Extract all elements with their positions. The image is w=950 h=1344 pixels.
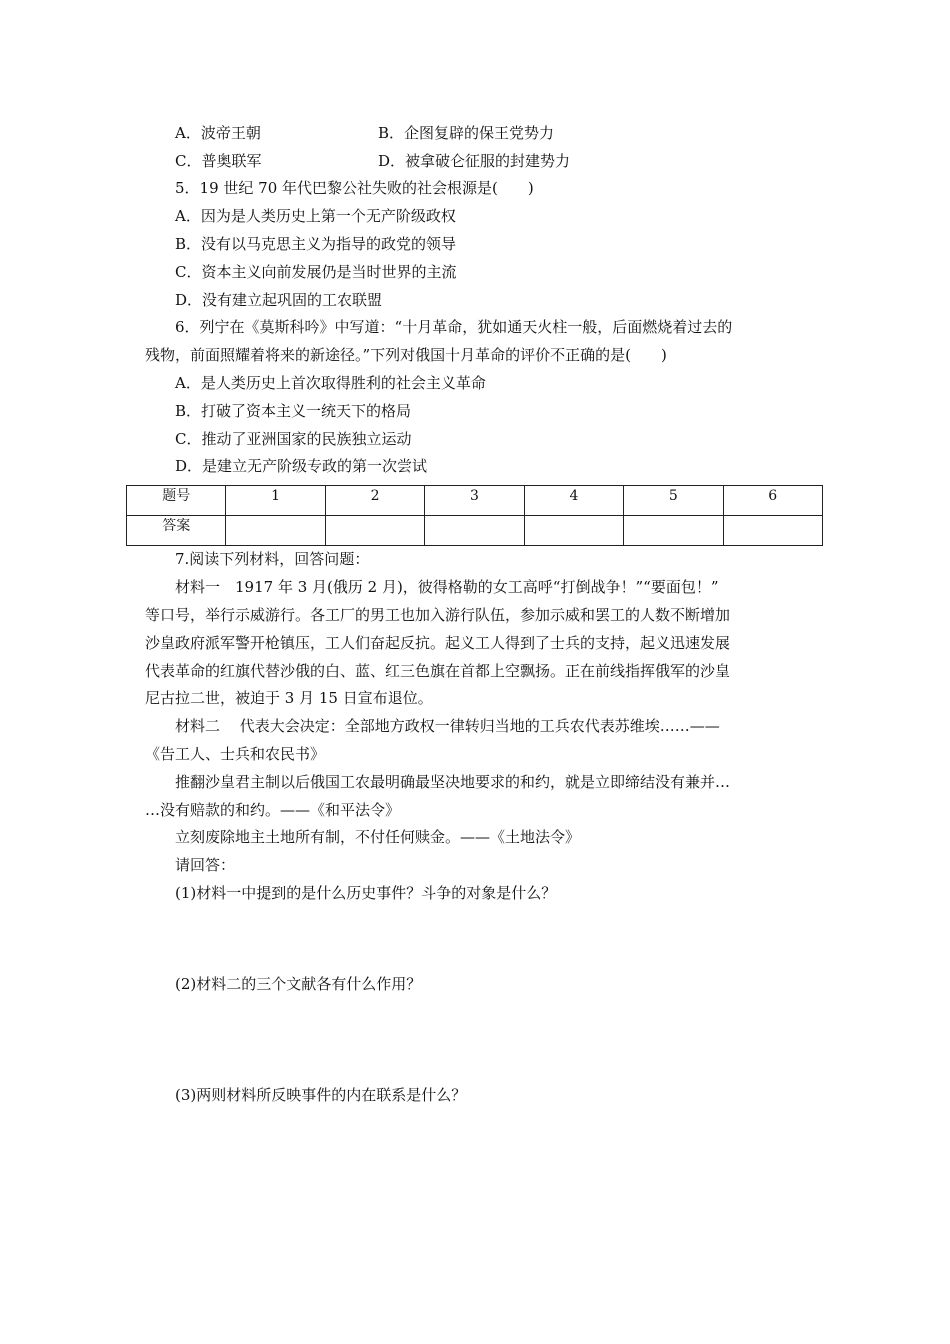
material1-line: 尼古拉二世，被迫于 3 月 15 日宣布退位。 [145, 689, 433, 707]
q5-option-d: D．没有建立起巩固的工农联盟 [175, 291, 383, 309]
material2-line: 立刻废除地主土地所有制，不付任何赎金。——《土地法令》 [175, 828, 581, 846]
answer-cell[interactable] [325, 516, 424, 546]
q6-option-b: B．打破了资本主义一统天下的格局 [175, 402, 412, 420]
material1-line: 沙皇政府派军警开枪镇压，工人们奋起反抗。起义工人得到了士兵的支持，起义迅速发展 [145, 634, 731, 652]
question-number-cell: 4 [524, 486, 623, 516]
answer-cell[interactable] [723, 516, 822, 546]
question-number-cell: 2 [325, 486, 424, 516]
question-number-cell: 1 [226, 486, 325, 516]
q6-option-a: A．是人类历史上首次取得胜利的社会主义革命 [175, 374, 486, 392]
q6-option-d: D．是建立无产阶级专政的第一次尝试 [175, 457, 428, 475]
q7-stem: 7.阅读下列材料，回答问题： [175, 550, 370, 568]
answer-row-label: 答案 [127, 516, 226, 546]
answer-cell[interactable] [425, 516, 524, 546]
q4-option-c: C．普奥联军 [175, 152, 262, 170]
q4-option-d: D．被拿破仑征服的封建势力 [378, 152, 571, 170]
q5-option-b: B．没有以马克思主义为指导的政党的领导 [175, 235, 457, 253]
sub-question-3: (3)两则材料所反映事件的内在联系是什么？ [175, 1086, 467, 1104]
answer-cell[interactable] [524, 516, 623, 546]
answer-table [126, 485, 823, 546]
answer-cell[interactable] [226, 516, 325, 546]
material2-line: 材料二 代表大会决定：全部地方政权一律转归当地的工兵农代表苏维埃……—— [175, 717, 720, 735]
question-number-cell: 5 [624, 486, 723, 516]
question-number-cell: 6 [723, 486, 822, 516]
q6-stem-line1: 6．列宁在《莫斯科吟》中写道：“十月革命，犹如通天火柱一般，后面燃烧着过去的 [175, 318, 733, 336]
material2-line: 推翻沙皇君主制以后俄国工农最明确最坚决地要求的和约，就是立即缔结没有兼并… [175, 773, 731, 791]
question-number-cell: 3 [425, 486, 524, 516]
answer-cell[interactable] [624, 516, 723, 546]
q4-option-b: B．企图复辟的保王党势力 [378, 124, 555, 142]
material2-line: 《告工人、士兵和农民书》 [145, 745, 326, 763]
table-row-numbers [127, 486, 823, 516]
material2-line: …没有赔款的和约。——《和平法令》 [145, 801, 401, 819]
q6-stem-line2: 残物，前面照耀着将来的新途径。”下列对俄国十月革命的评价不正确的是( ) [145, 346, 667, 364]
q5-option-a: A．因为是人类历史上第一个无产阶级政权 [175, 207, 456, 225]
sub-question-1: (1)材料一中提到的是什么历史事件？斗争的对象是什么？ [175, 884, 557, 902]
table-header-label: 题号 [127, 486, 226, 516]
material1-line: 代表革命的红旗代替沙俄的白、蓝、红三色旗在首都上空飘扬。正在前线指挥俄军的沙皇 [145, 662, 731, 680]
q5-stem: 5．19 世纪 70 年代巴黎公社失败的社会根源是( ) [175, 179, 534, 197]
sub-question-2: (2)材料二的三个文献各有什么作用？ [175, 975, 422, 993]
q5-option-c: C．资本主义向前发展仍是当时世界的主流 [175, 263, 457, 281]
material1-line: 等口号，举行示威游行。各工厂的男工也加入游行队伍，参加示威和罢工的人数不断增加 [145, 606, 731, 624]
table-row-answers [127, 516, 823, 546]
material1-line: 材料一 1917 年 3 月(俄历 2 月)，彼得格勒的女工高呼“打倒战争！”“要面包！” [175, 578, 719, 596]
q6-option-c: C．推动了亚洲国家的民族独立运动 [175, 430, 412, 448]
answer-prompt: 请回答： [175, 856, 236, 874]
q4-option-a: A．波帝王朝 [175, 124, 261, 142]
